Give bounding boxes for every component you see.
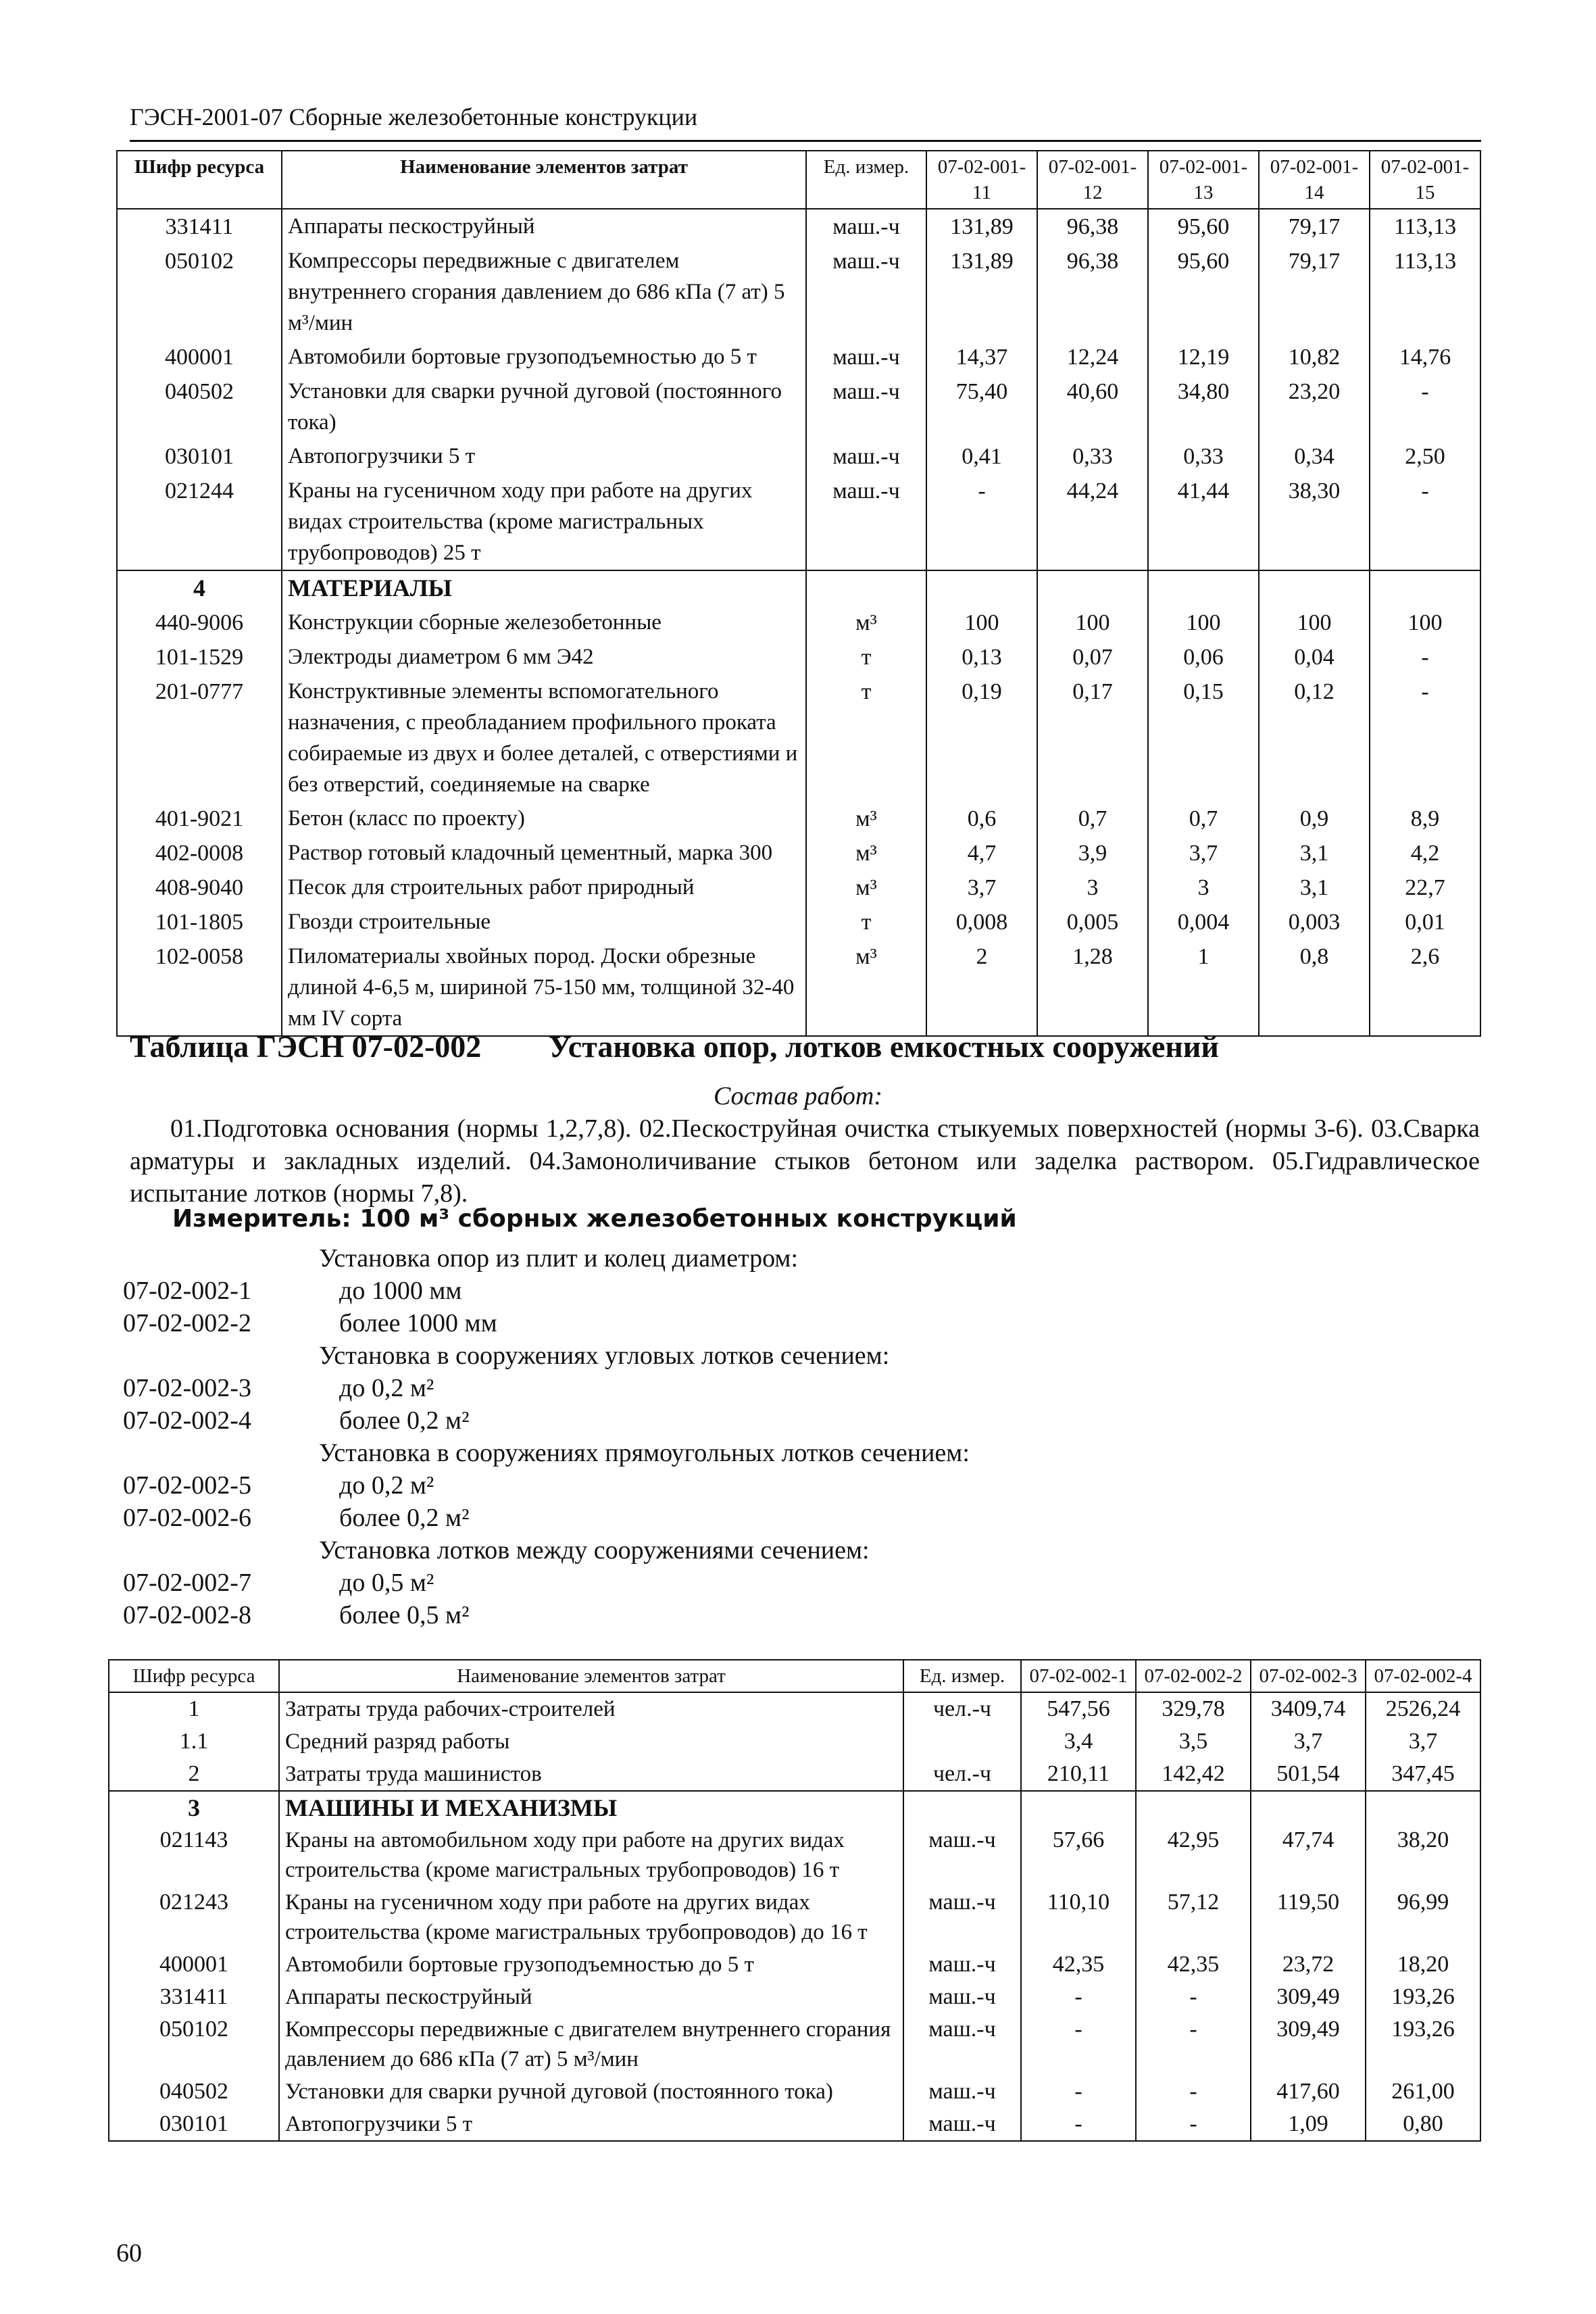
resource-value: 0,005 (1037, 905, 1148, 939)
resource-unit: маш.-ч (806, 474, 926, 570)
table2-machines-body (109, 1824, 1480, 2141)
table1-header-unit: Ед. измер. (806, 151, 926, 209)
resource-value: - (1370, 474, 1480, 570)
resource-value: 131,89 (926, 209, 1037, 244)
resource-value: 3,7 (1366, 1725, 1480, 1758)
resource-value: 0,004 (1148, 905, 1259, 939)
table2-header-col: 07-02-002-4 (1366, 1660, 1480, 1692)
resource-unit: чел.-ч (903, 1692, 1021, 1725)
table2-section-row (109, 1791, 1480, 1824)
resource-value: 14,76 (1370, 340, 1480, 374)
resource-code: 021143 (109, 1824, 279, 1886)
resource-unit: маш.-ч (903, 2108, 1021, 2141)
resource-name: Электроды диаметром 6 мм Э42 (282, 640, 806, 674)
resource-code: 040502 (117, 374, 282, 439)
table1-header-col: 07-02-001-13 (1148, 151, 1259, 209)
resource-value: 0,19 (926, 674, 1037, 802)
resource-value: 57,12 (1136, 1886, 1251, 1948)
table2-header-col: 07-02-002-1 (1021, 1660, 1136, 1692)
resource-code: 1 (109, 1692, 279, 1725)
resource-value: 96,38 (1037, 209, 1148, 244)
resource-code: 201-0777 (117, 674, 282, 802)
resource-name: Средний разряд работы (279, 1725, 903, 1758)
resource-value: 0,33 (1148, 439, 1259, 474)
norm-description: до 1000 мм (339, 1277, 462, 1305)
resource-unit: маш.-ч (903, 2075, 1021, 2108)
resource-value: 2 (926, 939, 1037, 1036)
resource-value: - (1136, 1981, 1251, 2013)
table-row (109, 1824, 1480, 1886)
resource-name: Компрессоры передвижные с двигателем внутреннего сгорания давлением до 686 кПа (7 ат) 5 м³/мин (279, 2013, 903, 2075)
resource-value: - (1370, 374, 1480, 439)
table-row (117, 939, 1480, 1036)
table-title-name: Установка опор, лотков емкостных сооружений (549, 1029, 1219, 1064)
resource-value: 8,9 (1370, 802, 1480, 836)
resource-value: 261,00 (1366, 2075, 1480, 2108)
table-row (117, 606, 1480, 640)
norm-description: Установка в сооружениях угловых лотков сечением: (319, 1341, 890, 1370)
table-row (109, 1886, 1480, 1948)
norm-description: Установка лотков между сооружениями сечением: (319, 1536, 870, 1565)
norm-description: Установка в сооружениях прямоугольных лотков сечением: (319, 1439, 970, 1467)
resource-value: 42,35 (1021, 1948, 1136, 1981)
resource-value: 0,34 (1259, 439, 1370, 474)
resource-value: 142,42 (1136, 1758, 1251, 1791)
resource-value: 40,60 (1037, 374, 1148, 439)
resource-value: 79,17 (1259, 209, 1370, 244)
norm-code: 07-02-002-4 (123, 1406, 251, 1435)
resource-value: 3,7 (1251, 1725, 1366, 1758)
resource-value: 3,7 (926, 870, 1037, 905)
resource-unit (903, 1725, 1021, 1758)
table-row (117, 836, 1480, 870)
table-row (109, 1692, 1480, 1725)
resource-value: - (926, 474, 1037, 570)
table2-header-code: Шифр ресурса (109, 1660, 279, 1692)
resource-unit: м³ (806, 870, 926, 905)
resource-value: 14,37 (926, 340, 1037, 374)
norm-code: 07-02-002-2 (123, 1309, 251, 1337)
work-composition-heading: Состав работ: (713, 1082, 883, 1110)
resource-value: 309,49 (1251, 1981, 1366, 2013)
norm-description: более 1000 мм (339, 1309, 497, 1337)
norm-description: Установка опор из плит и колец диаметром: (319, 1244, 799, 1273)
resource-value: - (1136, 2075, 1251, 2108)
resource-value: 547,56 (1021, 1692, 1136, 1725)
resource-value: 95,60 (1148, 244, 1259, 340)
resource-value: 2526,24 (1366, 1692, 1480, 1725)
resource-value: 0,7 (1037, 802, 1148, 836)
resource-code: 102-0058 (117, 939, 282, 1036)
resource-name: Аппараты пескоструйный (279, 1981, 903, 2013)
table-row (117, 244, 1480, 340)
norm-description: до 0,5 м² (339, 1569, 434, 1597)
table-row (117, 209, 1480, 244)
resource-value: 38,20 (1366, 1824, 1480, 1886)
resource-name: Краны на гусеничном ходу при работе на других видах строительства (кроме магистральных трубопроводов) до 16 т (279, 1886, 903, 1948)
section-title: МАТЕРИАЛЫ (282, 570, 806, 606)
norm-description: более 0,2 м² (339, 1406, 470, 1435)
resource-value: 0,003 (1259, 905, 1370, 939)
resource-value: 417,60 (1251, 2075, 1366, 2108)
resource-unit: м³ (806, 939, 926, 1036)
resource-value: 12,24 (1037, 340, 1148, 374)
table-row (117, 905, 1480, 939)
resource-value: 3,1 (1259, 836, 1370, 870)
resource-value: 96,99 (1366, 1886, 1480, 1948)
resource-code: 030101 (117, 439, 282, 474)
resource-value: 3,9 (1037, 836, 1148, 870)
resource-code: 400001 (109, 1948, 279, 1981)
table-row (117, 640, 1480, 674)
resource-value: 44,24 (1037, 474, 1148, 570)
resource-value: 3,1 (1259, 870, 1370, 905)
resource-value: 0,12 (1259, 674, 1370, 802)
resource-table-1 (116, 150, 1481, 1037)
resource-value: 2,6 (1370, 939, 1480, 1036)
resource-value: 329,78 (1136, 1692, 1251, 1725)
table-row (109, 2075, 1480, 2108)
table2-header-unit: Ед. измер. (903, 1660, 1021, 1692)
table2-header-col: 07-02-002-2 (1136, 1660, 1251, 1692)
norm-code: 07-02-002-5 (123, 1471, 251, 1500)
resource-code: 408-9040 (117, 870, 282, 905)
resource-value: - (1021, 2108, 1136, 2141)
resource-value: 100 (1370, 606, 1480, 640)
table-row (109, 2013, 1480, 2075)
resource-value: 3,5 (1136, 1725, 1251, 1758)
resource-unit: т (806, 905, 926, 939)
resource-unit: м³ (806, 836, 926, 870)
resource-code: 331411 (109, 1981, 279, 2013)
table1-materials-body (117, 606, 1480, 1036)
resource-unit: маш.-ч (806, 340, 926, 374)
resource-name: Конструктивные элементы вспомогательного назначения, с преобладанием профильного проката собираемые из двух и более деталей, с отверстиями и без отверстий, соединяемые на сварке (282, 674, 806, 802)
resource-value: 0,80 (1366, 2108, 1480, 2141)
resource-name: Автомобили бортовые грузоподъемностью до 5 т (279, 1948, 903, 1981)
table1-header-col: 07-02-001-11 (926, 151, 1037, 209)
norm-code: 07-02-002-7 (123, 1569, 251, 1597)
norm-description: до 0,2 м² (339, 1374, 434, 1402)
resource-value: 34,80 (1148, 374, 1259, 439)
resource-code: 401-9021 (117, 802, 282, 836)
resource-unit: маш.-ч (903, 1948, 1021, 1981)
resource-unit: м³ (806, 606, 926, 640)
resource-value: - (1370, 674, 1480, 802)
resource-value: 1,28 (1037, 939, 1148, 1036)
resource-name: Аппараты пескоструйный (282, 209, 806, 244)
resource-value: 18,20 (1366, 1948, 1480, 1981)
work-composition-text (130, 1112, 1480, 1210)
resource-name: Затраты труда рабочих-строителей (279, 1692, 903, 1725)
table2-header-name: Наименование элементов затрат (279, 1660, 903, 1692)
resource-unit: т (806, 640, 926, 674)
resource-unit: маш.-ч (903, 2013, 1021, 2075)
table-row (117, 340, 1480, 374)
resource-name: Пиломатериалы хвойных пород. Доски обрезные длиной 4-6,5 м, шириной 75-150 мм, толщиной 32-40 мм IV сорта (282, 939, 806, 1036)
table-row (117, 374, 1480, 439)
table1-header-col: 07-02-001-12 (1037, 151, 1148, 209)
resource-unit: маш.-ч (806, 244, 926, 340)
table1-section-body (117, 570, 1480, 606)
resource-unit: маш.-ч (903, 1824, 1021, 1886)
resource-code: 021244 (117, 474, 282, 570)
resource-code: 021243 (109, 1886, 279, 1948)
resource-code: 2 (109, 1758, 279, 1791)
resource-value: 42,95 (1136, 1824, 1251, 1886)
resource-value: 193,26 (1366, 2013, 1480, 2075)
resource-value: 79,17 (1259, 244, 1370, 340)
resource-name: Установки для сварки ручной дуговой (постоянного тока) (279, 2075, 903, 2108)
measure-unit: Измеритель: 100 м³ сборных железобетонных конструкций (172, 1205, 1017, 1233)
resource-value: 0,9 (1259, 802, 1370, 836)
resource-value: 0,17 (1037, 674, 1148, 802)
resource-value: 1,09 (1251, 2108, 1366, 2141)
resource-value: 0,6 (926, 802, 1037, 836)
resource-value: 0,7 (1148, 802, 1259, 836)
resource-name: Краны на гусеничном ходу при работе на других видах строительства (кроме магистральных трубопроводов) 25 т (282, 474, 806, 570)
table-row (117, 474, 1480, 570)
table-row (117, 870, 1480, 905)
table-row (109, 2108, 1480, 2141)
resource-value: 3 (1037, 870, 1148, 905)
resource-value: - (1136, 2013, 1251, 2075)
table1-header-name: Наименование элементов затрат (282, 151, 806, 209)
table1-header-col: 07-02-001-15 (1370, 151, 1480, 209)
resource-value: 131,89 (926, 244, 1037, 340)
resource-value: 0,06 (1148, 640, 1259, 674)
resource-value: 100 (1259, 606, 1370, 640)
resource-name: Автопогрузчики 5 т (282, 439, 806, 474)
resource-value: - (1136, 2108, 1251, 2141)
resource-value: 100 (1148, 606, 1259, 640)
resource-value: 0,13 (926, 640, 1037, 674)
table-row (109, 1948, 1480, 1981)
resource-value: 0,8 (1259, 939, 1370, 1036)
resource-value: 12,19 (1148, 340, 1259, 374)
page-number: 60 (116, 2239, 142, 2267)
resource-unit: м³ (806, 802, 926, 836)
table2-labor-body (109, 1692, 1480, 1791)
resource-value: - (1021, 2075, 1136, 2108)
resource-value: 10,82 (1259, 340, 1370, 374)
resource-value: 113,13 (1370, 209, 1480, 244)
resource-code: 400001 (117, 340, 282, 374)
resource-code: 030101 (109, 2108, 279, 2141)
table1-section-row (117, 570, 1480, 606)
resource-name: Гвозди строительные (282, 905, 806, 939)
resource-value: 309,49 (1251, 2013, 1366, 2075)
resource-value: - (1021, 1981, 1136, 2013)
resource-code: 440-9006 (117, 606, 282, 640)
table-title-code: Таблица ГЭСН 07-02-002 (130, 1029, 482, 1064)
resource-value: 57,66 (1021, 1824, 1136, 1886)
resource-value: 100 (926, 606, 1037, 640)
resource-value: 23,72 (1251, 1948, 1366, 1981)
resource-value: 75,40 (926, 374, 1037, 439)
norm-description: более 0,2 м² (339, 1504, 470, 1532)
resource-code: 402-0008 (117, 836, 282, 870)
resource-name: Автомобили бортовые грузоподъемностью до 5 т (282, 340, 806, 374)
resource-value: 3,7 (1148, 836, 1259, 870)
resource-unit: маш.-ч (903, 1981, 1021, 2013)
resource-unit: маш.-ч (903, 1886, 1021, 1948)
resource-value: 0,15 (1148, 674, 1259, 802)
resource-value: 113,13 (1370, 244, 1480, 340)
norm-code: 07-02-002-8 (123, 1601, 251, 1629)
norm-description: до 0,2 м² (339, 1471, 434, 1500)
resource-unit: маш.-ч (806, 374, 926, 439)
table2-header-col: 07-02-002-3 (1251, 1660, 1366, 1692)
resource-value: 3,4 (1021, 1725, 1136, 1758)
resource-value: 193,26 (1366, 1981, 1480, 2013)
resource-name: Компрессоры передвижные с двигателем внутреннего сгорания давлением до 686 кПа (7 ат) 5 м³/мин (282, 244, 806, 340)
section-code: 3 (109, 1791, 279, 1824)
resource-value: 2,50 (1370, 439, 1480, 474)
resource-value: 0,008 (926, 905, 1037, 939)
resource-code: 101-1529 (117, 640, 282, 674)
table2-section-body (109, 1791, 1480, 1824)
resource-code: 050102 (109, 2013, 279, 2075)
table-row (117, 439, 1480, 474)
resource-code: 050102 (117, 244, 282, 340)
resource-value: 347,45 (1366, 1758, 1480, 1791)
resource-name: Автопогрузчики 5 т (279, 2108, 903, 2141)
resource-code: 101-1805 (117, 905, 282, 939)
resource-table-2 (108, 1659, 1481, 2142)
resource-value: 41,44 (1148, 474, 1259, 570)
resource-name: Бетон (класс по проекту) (282, 802, 806, 836)
resource-unit: маш.-ч (806, 439, 926, 474)
table-row (109, 1725, 1480, 1758)
resource-value: 22,7 (1370, 870, 1480, 905)
resource-code: 331411 (117, 209, 282, 244)
resource-value: 210,11 (1021, 1758, 1136, 1791)
table1-machines-body (117, 209, 1480, 570)
resource-unit: чел.-ч (903, 1758, 1021, 1791)
norm-description: более 0,5 м² (339, 1601, 470, 1629)
header-rule (130, 140, 1481, 142)
resource-value: 1 (1148, 939, 1259, 1036)
work-composition-paragraph: 01.Подготовка основания (нормы 1,2,7,8). 02.Пескоструйная очистка стыкуемых поверхностей (нормы 3-6). 03.Сварка арматуры и закладных изделий. 04.Замоноличивание стыков бетоном или заделка раствором. 05.Гидравлическое испытание лотков (нормы 7,8). (130, 1114, 1480, 1208)
resource-value: 47,74 (1251, 1824, 1366, 1886)
table-title (130, 1029, 1219, 1064)
resource-value: 4,7 (926, 836, 1037, 870)
table2-header-row (109, 1660, 1480, 1692)
resource-unit: т (806, 674, 926, 802)
norm-code: 07-02-002-1 (123, 1277, 251, 1305)
table1-header-row (117, 151, 1480, 209)
resource-value: 3409,74 (1251, 1692, 1366, 1725)
resource-value: - (1021, 2013, 1136, 2075)
norm-code: 07-02-002-6 (123, 1504, 251, 1532)
resource-value: 38,30 (1259, 474, 1370, 570)
resource-value: 0,01 (1370, 905, 1480, 939)
resource-value: 0,07 (1037, 640, 1148, 674)
resource-name: Затраты труда машинистов (279, 1758, 903, 1791)
resource-value: 0,33 (1037, 439, 1148, 474)
resource-name: Краны на автомобильном ходу при работе на других видах строительства (кроме магистральных трубопроводов) 16 т (279, 1824, 903, 1886)
resource-code: 040502 (109, 2075, 279, 2108)
section-title: МАШИНЫ И МЕХАНИЗМЫ (279, 1791, 903, 1824)
resource-code: 1.1 (109, 1725, 279, 1758)
resource-value: 100 (1037, 606, 1148, 640)
table-row (117, 802, 1480, 836)
resource-value: 42,35 (1136, 1948, 1251, 1981)
resource-value: - (1370, 640, 1480, 674)
resource-value: 0,04 (1259, 640, 1370, 674)
resource-value: 110,10 (1021, 1886, 1136, 1948)
table1-header-code: Шифр ресурса (117, 151, 282, 209)
page-header: ГЭСН-2001-07 Сборные железобетонные конструкции (130, 103, 698, 130)
resource-name: Конструкции сборные железобетонные (282, 606, 806, 640)
table-row (109, 1981, 1480, 2013)
resource-value: 4,2 (1370, 836, 1480, 870)
table1-header-col: 07-02-001-14 (1259, 151, 1370, 209)
norm-code: 07-02-002-3 (123, 1374, 251, 1402)
resource-value: 95,60 (1148, 209, 1259, 244)
resource-name: Раствор готовый кладочный цементный, марка 300 (282, 836, 806, 870)
resource-name: Песок для строительных работ природный (282, 870, 806, 905)
resource-value: 23,20 (1259, 374, 1370, 439)
resource-value: 0,41 (926, 439, 1037, 474)
resource-name: Установки для сварки ручной дуговой (постоянного тока) (282, 374, 806, 439)
resource-value: 501,54 (1251, 1758, 1366, 1791)
resource-value: 3 (1148, 870, 1259, 905)
table-row (109, 1758, 1480, 1791)
resource-value: 119,50 (1251, 1886, 1366, 1948)
resource-value: 96,38 (1037, 244, 1148, 340)
table-row (117, 674, 1480, 802)
section-code: 4 (117, 570, 282, 606)
resource-unit: маш.-ч (806, 209, 926, 244)
